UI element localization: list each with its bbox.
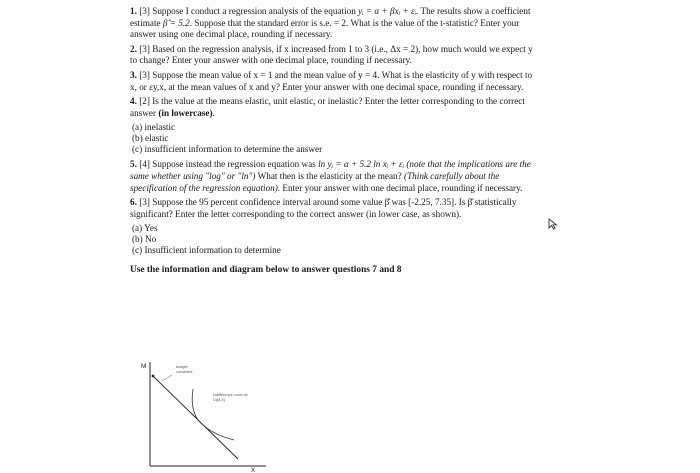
emphasis: (in lowercase) [158,107,213,118]
budget-constraint-line [153,376,238,459]
y-axis-label: M [141,363,147,370]
question-6 [130,197,540,220]
question-number: 1. [130,6,137,16]
answer-option: (c) insufficient information to determine the answer [132,144,323,155]
budget-label: constraint [176,370,193,374]
question-number: 2. [130,43,137,54]
question-text: Suppose instead the regression equation was [149,159,319,170]
answer-option: (b) elastic [132,133,169,144]
question-marks: [2] [139,96,150,107]
question-text: Based on the regression analysis, if x increased from 1 to 3 (i.e., Δx = 2), how much would we expect y to change? Enter your answer with one decimal place, rounding if necessary. [130,43,533,66]
question-note: (Think carefully about the specification of the regression equation). [130,170,500,193]
question-text: . [212,107,215,118]
question-text: Suppose I conduct a regression analysis of the equation [149,6,359,16]
indifference-label: indifference curve for [213,393,249,397]
question-number: 6. [130,197,137,208]
question-marks: [4] [139,159,150,170]
answer-option: (a) Yes [132,223,158,234]
question-text: . Suppose that the standard error is s.e. = 2. What is the value of the t-statistic? Enter your answer using one decimal place, rounding if necessary. [130,17,520,40]
equation: ln yᵢ = α + 5.2 ln xᵢ + εᵢ [318,159,405,170]
answer-option: (c) Insufficient information to determine [132,245,281,256]
question-marks: [3] [139,69,150,80]
question-text: Enter your answer with one decimal place, rounding if necessary. [280,182,523,193]
question-number: 4. [130,96,137,107]
question-1 [130,6,540,41]
equation: yᵢ = α + βxᵢ + εᵢ [358,6,417,16]
question-marks: [3] [139,197,150,208]
x-axis-label: X [251,468,256,473]
question-marks: [3] [139,6,150,16]
question-4 [130,96,540,119]
budget-pointer [162,375,172,381]
estimate: β̂ = 5.2 [162,17,190,28]
answer-options [130,122,540,155]
question-text: Is the value at the means elastic, unit elastic, or inelastic? Enter the letter corresponding to the correct answer [130,96,525,118]
question-marks: [3] [139,43,150,54]
question-note: (note that the implications are the same whether using "log" or "ln") [130,159,531,181]
answer-option: (a) inelastic [132,122,176,133]
answer-options [130,223,540,256]
question-number: 3. [130,69,137,80]
question-text: Suppose the 95 percent confidence interval around some value β̂ was [-2.25, 7.35]. Is β̂ statistically significant? Enter the letter corresponding to the correct answer (in lower case, as shown). [130,197,517,219]
question-list [130,6,540,277]
indifference-label: U(M,X) [213,398,226,402]
question-text: . The results show a coefficient estimate [130,6,531,28]
question-3 [130,70,540,93]
question-text: Suppose the mean value of x = 1 and the mean value of y = 4. What is the elasticity of y with respect to x, or εy,x, at the mean values of x and y? Enter your answer with one decimal space, rounding if necessary. [130,69,533,92]
budget-diagram [138,356,268,473]
budget-label: budget [176,365,188,369]
instruction: Use the information and diagram below to answer questions 7 and 8 [130,265,402,276]
question-2 [130,44,540,67]
question-5 [130,159,540,194]
answer-option: (b) No [132,234,157,245]
question-text: What then is the elasticity at the mean? [255,170,405,181]
question-number: 5. [130,159,137,170]
mouse-cursor-icon [548,218,558,230]
